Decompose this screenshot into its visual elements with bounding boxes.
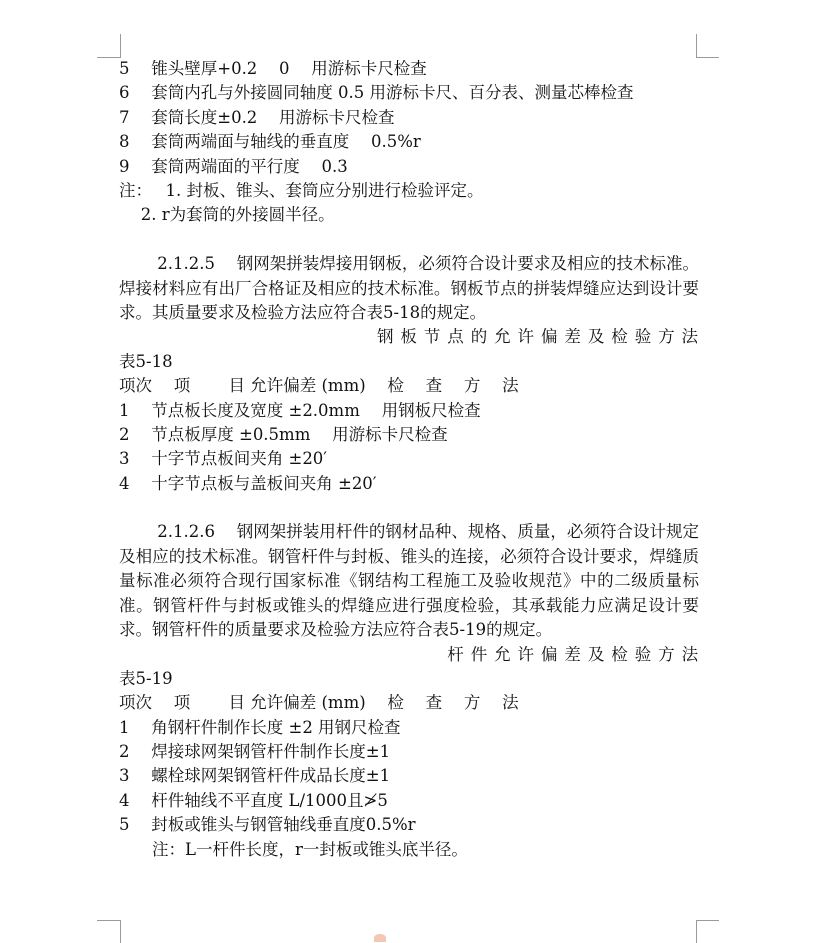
- crop-mark-bottom-left: [97, 920, 120, 921]
- table-row: 1 角钢杆件制作长度 ±2 用钢尺检查: [119, 717, 401, 737]
- note-line: 2. r为套筒的外接圆半径。: [119, 205, 335, 225]
- crop-mark-bottom-left: [120, 920, 121, 943]
- table-header: 项次 项 目 允许偏差 (mm) 检 查 方 法: [119, 693, 519, 713]
- table-label: 表5-18: [119, 351, 173, 371]
- crop-mark-bottom-right: [696, 920, 719, 921]
- table-row: 2 焊接球网架钢管杆件制作长度±1: [119, 742, 391, 762]
- table-row: 4 十字节点板与盖板间夹角 ±20′: [119, 473, 377, 493]
- text-line: 5 锥头壁厚+0.2 0 用游标卡尺检查: [119, 59, 427, 78]
- text-line: 6 套筒内孔与外接圆同轴度 0.5 用游标卡尺、百分表、测量芯棒检查: [119, 83, 634, 103]
- document-body: [119, 57, 705, 862]
- table-note: 注：L一杆件长度，r一封板或锥头底半径。: [119, 839, 468, 859]
- crop-mark-top-right: [696, 57, 719, 58]
- table-row: 3 螺栓球网架钢管杆件成品长度±1: [119, 766, 391, 786]
- table-header: 项次 项 目 允许偏差 (mm) 检 查 方 法: [119, 376, 519, 396]
- crop-mark-bottom-right: [696, 920, 697, 943]
- paragraph-2-1-2-5: 2.1.2.5 钢网架拼装焊接用钢板，必须符合设计要求及相应的技术标准。焊接材料应有出厂合格证及相应的技术标准。钢板节点的拼装焊缝应达到设计要求。其质量要求及检验方法应符合表5-18的规定。: [119, 254, 699, 322]
- text-line: 7 套筒长度±0.2 用游标卡尺检查: [119, 107, 395, 127]
- text-line: 8 套筒两端面与轴线的垂直度 0.5%r: [119, 132, 421, 152]
- paragraph-2-1-2-6: 2.1.2.6 钢网架拼装用杆件的钢材品种、规格、质量，必须符合设计规定及相应的技术标准。钢管杆件与封板、锥头的连接，必须符合设计要求，焊缝质量标准必须符合现行国家标准《钢结构工程施工及验收规范》中的二级质量标准。钢管杆件与封板或锥头的焊缝应进行强度检验，其承载能力应满足设计要求。钢管杆件的质量要求及检验方法应符合表5-19的规定。: [119, 522, 699, 640]
- page-edge-artifact: [374, 934, 386, 942]
- text-line: 9 套筒两端面的平行度 0.3: [119, 156, 348, 176]
- table-row: 3 十字节点板间夹角 ±20′: [119, 449, 328, 469]
- note-line: 注： 1. 封板、锥头、套筒应分别进行检验评定。: [119, 180, 484, 200]
- table-row: 4 杆件轴线不平直度 L/1000且≯5: [119, 790, 388, 810]
- table-title: 钢板节点的允许偏差及检验方法: [376, 327, 705, 347]
- table-title: 杆件允许偏差及检验方法: [447, 644, 705, 664]
- crop-mark-top-left: [120, 34, 121, 58]
- table-row: 5 封板或锥头与钢管轴线垂直度0.5%r: [119, 815, 416, 835]
- table-row: 1 节点板长度及宽度 ±2.0mm 用钢板尺检查: [119, 400, 481, 420]
- crop-mark-top-right: [696, 34, 697, 58]
- crop-mark-top-left: [97, 57, 120, 58]
- table-label: 表5-19: [119, 668, 173, 688]
- table-row: 2 节点板厚度 ±0.5mm 用游标卡尺检查: [119, 424, 448, 444]
